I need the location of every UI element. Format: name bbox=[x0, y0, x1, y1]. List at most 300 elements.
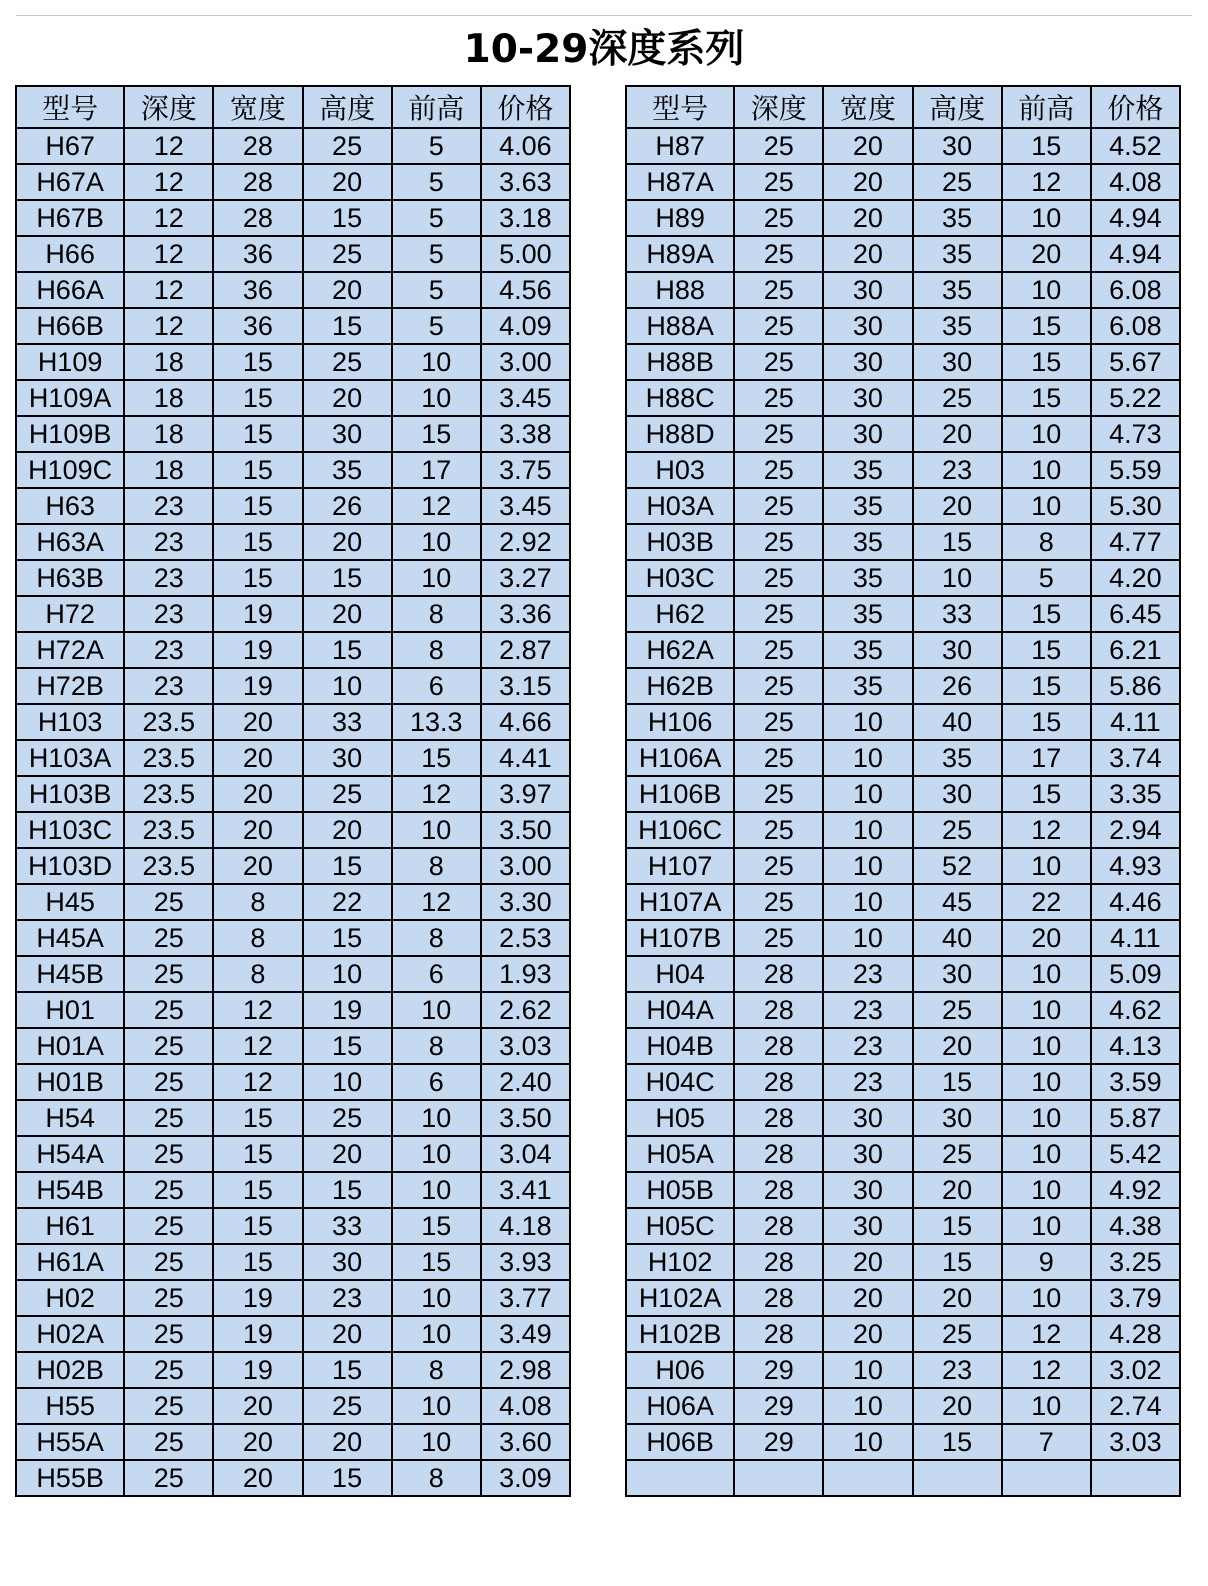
cell-height: 23 bbox=[913, 1352, 1002, 1388]
cell-depth: 25 bbox=[734, 848, 823, 884]
cell-model: H54B bbox=[16, 1172, 124, 1208]
table-row bbox=[16, 956, 570, 992]
cell-front-height: 10 bbox=[392, 560, 481, 596]
cell-model: H54 bbox=[16, 1100, 124, 1136]
table-row bbox=[16, 1316, 570, 1352]
table-row bbox=[16, 200, 570, 236]
cell-depth: 12 bbox=[124, 164, 213, 200]
header-width: 宽度 bbox=[823, 86, 912, 128]
cell-price: 3.03 bbox=[1091, 1424, 1180, 1460]
cell-width: 20 bbox=[213, 1424, 302, 1460]
cell-model: H106C bbox=[626, 812, 734, 848]
table-row bbox=[626, 416, 1180, 452]
table-row bbox=[16, 920, 570, 956]
table-row bbox=[626, 380, 1180, 416]
cell-price: 3.49 bbox=[481, 1316, 570, 1352]
cell-price: 6.08 bbox=[1091, 308, 1180, 344]
cell-height: 20 bbox=[913, 1388, 1002, 1424]
cell-width: 10 bbox=[823, 776, 912, 812]
cell-height: 25 bbox=[913, 1136, 1002, 1172]
cell-front-height: 7 bbox=[1002, 1424, 1091, 1460]
cell-price: 4.09 bbox=[481, 308, 570, 344]
table-row bbox=[626, 668, 1180, 704]
cell-width: 19 bbox=[213, 1352, 302, 1388]
header-height: 高度 bbox=[303, 86, 392, 128]
cell-width: 28 bbox=[213, 128, 302, 164]
cell-front-height: 15 bbox=[392, 416, 481, 452]
cell-height: 10 bbox=[913, 560, 1002, 596]
cell-depth: 25 bbox=[124, 884, 213, 920]
cell-depth: 28 bbox=[734, 1244, 823, 1280]
cell-model: H04C bbox=[626, 1064, 734, 1100]
cell-depth: 18 bbox=[124, 452, 213, 488]
cell-model: H06B bbox=[626, 1424, 734, 1460]
cell-depth: 25 bbox=[124, 1388, 213, 1424]
cell-height: 35 bbox=[303, 452, 392, 488]
table-row bbox=[16, 884, 570, 920]
cell-width: 10 bbox=[823, 848, 912, 884]
cell-price: 4.77 bbox=[1091, 524, 1180, 560]
cell-model: H55B bbox=[16, 1460, 124, 1496]
spec-table-left bbox=[15, 85, 571, 1497]
cell-model: H55A bbox=[16, 1424, 124, 1460]
cell-height: 33 bbox=[913, 596, 1002, 632]
cell-price: 4.18 bbox=[481, 1208, 570, 1244]
cell-width: 12 bbox=[213, 1064, 302, 1100]
header-height: 高度 bbox=[913, 86, 1002, 128]
cell-width: 20 bbox=[823, 200, 912, 236]
cell-model: H102B bbox=[626, 1316, 734, 1352]
cell-model: H72B bbox=[16, 668, 124, 704]
header-front-height: 前高 bbox=[392, 86, 481, 128]
cell-width: 15 bbox=[213, 560, 302, 596]
cell-depth: 25 bbox=[734, 668, 823, 704]
cell-height: 30 bbox=[913, 344, 1002, 380]
cell-depth: 29 bbox=[734, 1388, 823, 1424]
table-row bbox=[16, 1028, 570, 1064]
cell-model: H109B bbox=[16, 416, 124, 452]
cell-price: 3.50 bbox=[481, 812, 570, 848]
cell-depth: 25 bbox=[124, 1136, 213, 1172]
cell-depth: 25 bbox=[124, 920, 213, 956]
cell-model: H102A bbox=[626, 1280, 734, 1316]
cell-model: H107B bbox=[626, 920, 734, 956]
table-header-row bbox=[626, 86, 1180, 128]
table-row bbox=[16, 812, 570, 848]
cell-height: 35 bbox=[913, 272, 1002, 308]
cell-depth: 28 bbox=[734, 1100, 823, 1136]
table-row bbox=[626, 1316, 1180, 1352]
cell-width: 23 bbox=[823, 1028, 912, 1064]
cell-depth: 28 bbox=[734, 1028, 823, 1064]
cell-front-height: 5 bbox=[392, 272, 481, 308]
cell-front-height: 15 bbox=[1002, 380, 1091, 416]
cell-height: 15 bbox=[303, 848, 392, 884]
cell-price: 5.30 bbox=[1091, 488, 1180, 524]
cell-model: H109 bbox=[16, 344, 124, 380]
table-row bbox=[16, 1388, 570, 1424]
cell-front-height: 8 bbox=[392, 848, 481, 884]
cell-price: 3.25 bbox=[1091, 1244, 1180, 1280]
cell-price: 4.94 bbox=[1091, 200, 1180, 236]
cell-width: 20 bbox=[823, 1280, 912, 1316]
cell-depth: 28 bbox=[734, 1136, 823, 1172]
cell-model: H04B bbox=[626, 1028, 734, 1064]
cell-height: 45 bbox=[913, 884, 1002, 920]
cell-height: 15 bbox=[303, 632, 392, 668]
cell-model: H06A bbox=[626, 1388, 734, 1424]
cell-model: H106 bbox=[626, 704, 734, 740]
cell-model: H103C bbox=[16, 812, 124, 848]
cell-height: 15 bbox=[913, 1208, 1002, 1244]
cell-depth: 23.5 bbox=[124, 704, 213, 740]
cell-depth: 25 bbox=[734, 200, 823, 236]
cell-depth: 25 bbox=[124, 956, 213, 992]
cell-price: 3.09 bbox=[481, 1460, 570, 1496]
cell-depth: 23 bbox=[124, 668, 213, 704]
cell-height: 20 bbox=[303, 596, 392, 632]
table-row bbox=[16, 1424, 570, 1460]
cell-price: 5.42 bbox=[1091, 1136, 1180, 1172]
table-row bbox=[16, 1136, 570, 1172]
cell-front-height: 10 bbox=[392, 1100, 481, 1136]
cell-height: 40 bbox=[913, 704, 1002, 740]
cell-height: 30 bbox=[913, 776, 1002, 812]
cell-depth: 25 bbox=[734, 884, 823, 920]
cell-price: 4.11 bbox=[1091, 704, 1180, 740]
cell-height: 25 bbox=[913, 1316, 1002, 1352]
cell-depth: 29 bbox=[734, 1352, 823, 1388]
cell-width: 8 bbox=[213, 920, 302, 956]
cell-depth: 28 bbox=[734, 1208, 823, 1244]
cell-model: H54A bbox=[16, 1136, 124, 1172]
cell-front-height: 6 bbox=[392, 1064, 481, 1100]
cell-height: 20 bbox=[913, 1028, 1002, 1064]
cell-model: H87A bbox=[626, 164, 734, 200]
cell-height: 20 bbox=[913, 1172, 1002, 1208]
table-row bbox=[626, 740, 1180, 776]
cell-front-height: 8 bbox=[1002, 524, 1091, 560]
cell-price: 4.46 bbox=[1091, 884, 1180, 920]
table-row bbox=[16, 488, 570, 524]
cell-height: 25 bbox=[913, 164, 1002, 200]
table-row bbox=[16, 452, 570, 488]
cell-width: 10 bbox=[823, 884, 912, 920]
cell-price: 3.79 bbox=[1091, 1280, 1180, 1316]
cell-width: 10 bbox=[823, 1352, 912, 1388]
cell-front-height: 10 bbox=[1002, 848, 1091, 884]
cell-front-height: 15 bbox=[1002, 596, 1091, 632]
cell-front-height: 13.3 bbox=[392, 704, 481, 740]
cell-width: 35 bbox=[823, 560, 912, 596]
cell-width: 12 bbox=[213, 1028, 302, 1064]
cell-front-height: 10 bbox=[392, 1424, 481, 1460]
cell-height: 20 bbox=[303, 1424, 392, 1460]
cell-front-height: 12 bbox=[392, 884, 481, 920]
table-row bbox=[626, 1100, 1180, 1136]
cell-depth: 28 bbox=[734, 1316, 823, 1352]
cell-height: 30 bbox=[303, 1244, 392, 1280]
cell-height: 33 bbox=[303, 1208, 392, 1244]
cell-front-height: 8 bbox=[392, 920, 481, 956]
table-row bbox=[16, 308, 570, 344]
cell-width: 10 bbox=[823, 1424, 912, 1460]
cell-height: 20 bbox=[303, 380, 392, 416]
cell-width: 10 bbox=[823, 704, 912, 740]
cell-front-height: 10 bbox=[1002, 1208, 1091, 1244]
cell-height: 15 bbox=[303, 200, 392, 236]
cell-front-height: 15 bbox=[1002, 668, 1091, 704]
cell-width: 28 bbox=[213, 164, 302, 200]
cell-height: 10 bbox=[303, 956, 392, 992]
table-row bbox=[16, 1352, 570, 1388]
table-row bbox=[626, 488, 1180, 524]
table-row bbox=[626, 848, 1180, 884]
cell-depth: 18 bbox=[124, 344, 213, 380]
cell-price: 5.59 bbox=[1091, 452, 1180, 488]
cell-depth: 23 bbox=[124, 488, 213, 524]
table-row bbox=[16, 272, 570, 308]
cell-depth: 25 bbox=[734, 416, 823, 452]
cell-model: H72 bbox=[16, 596, 124, 632]
table-row bbox=[626, 1136, 1180, 1172]
cell-price: 4.08 bbox=[481, 1388, 570, 1424]
cell-price: 3.38 bbox=[481, 416, 570, 452]
table-row bbox=[626, 1424, 1180, 1460]
cell-model: H67A bbox=[16, 164, 124, 200]
cell-front-height: 12 bbox=[1002, 1352, 1091, 1388]
cell-width: 20 bbox=[213, 1388, 302, 1424]
cell-width: 15 bbox=[213, 1100, 302, 1136]
table-row bbox=[626, 812, 1180, 848]
cell-price: 4.41 bbox=[481, 740, 570, 776]
cell-depth: 28 bbox=[734, 1172, 823, 1208]
cell-height: 19 bbox=[303, 992, 392, 1028]
cell-price: 3.00 bbox=[481, 848, 570, 884]
cell-height: 15 bbox=[303, 308, 392, 344]
cell-depth: 28 bbox=[734, 992, 823, 1028]
cell-height: 25 bbox=[913, 380, 1002, 416]
cell-width: 28 bbox=[213, 200, 302, 236]
cell-height: 35 bbox=[913, 740, 1002, 776]
cell-width bbox=[823, 1460, 912, 1496]
cell-height: 15 bbox=[303, 1172, 392, 1208]
cell-model: H55 bbox=[16, 1388, 124, 1424]
cell-width: 10 bbox=[823, 1388, 912, 1424]
cell-model: H66A bbox=[16, 272, 124, 308]
table-row bbox=[16, 1172, 570, 1208]
cell-model: H04 bbox=[626, 956, 734, 992]
cell-front-height: 10 bbox=[392, 1136, 481, 1172]
cell-price: 5.67 bbox=[1091, 344, 1180, 380]
table-row bbox=[626, 164, 1180, 200]
cell-price: 3.77 bbox=[481, 1280, 570, 1316]
cell-height: 35 bbox=[913, 308, 1002, 344]
cell-price: 2.92 bbox=[481, 524, 570, 560]
cell-front-height: 10 bbox=[1002, 1136, 1091, 1172]
cell-height: 26 bbox=[913, 668, 1002, 704]
table-row bbox=[16, 704, 570, 740]
cell-height: 30 bbox=[913, 1100, 1002, 1136]
cell-depth: 12 bbox=[124, 308, 213, 344]
cell-price: 2.74 bbox=[1091, 1388, 1180, 1424]
cell-width: 35 bbox=[823, 488, 912, 524]
cell-height: 20 bbox=[303, 1136, 392, 1172]
cell-height: 22 bbox=[303, 884, 392, 920]
cell-front-height: 8 bbox=[392, 1352, 481, 1388]
cell-front-height: 10 bbox=[1002, 452, 1091, 488]
cell-price: 4.94 bbox=[1091, 236, 1180, 272]
cell-width: 10 bbox=[823, 920, 912, 956]
cell-width: 15 bbox=[213, 524, 302, 560]
cell-model: H45A bbox=[16, 920, 124, 956]
cell-front-height: 6 bbox=[392, 956, 481, 992]
cell-front-height: 12 bbox=[392, 776, 481, 812]
table-row bbox=[626, 236, 1180, 272]
cell-depth: 25 bbox=[734, 560, 823, 596]
cell-model: H67B bbox=[16, 200, 124, 236]
cell-front-height: 10 bbox=[392, 344, 481, 380]
cell-width: 20 bbox=[213, 1460, 302, 1496]
cell-depth: 25 bbox=[734, 236, 823, 272]
cell-model: H63 bbox=[16, 488, 124, 524]
cell-depth: 25 bbox=[124, 1064, 213, 1100]
header-price: 价格 bbox=[481, 86, 570, 128]
cell-width: 8 bbox=[213, 884, 302, 920]
cell-width: 19 bbox=[213, 1280, 302, 1316]
cell-depth: 25 bbox=[124, 1460, 213, 1496]
cell-width: 20 bbox=[213, 776, 302, 812]
cell-model: H89A bbox=[626, 236, 734, 272]
cell-height: 23 bbox=[913, 452, 1002, 488]
cell-width: 35 bbox=[823, 668, 912, 704]
cell-height: 20 bbox=[303, 812, 392, 848]
table-row bbox=[626, 992, 1180, 1028]
cell-width: 12 bbox=[213, 992, 302, 1028]
cell-width: 20 bbox=[213, 848, 302, 884]
cell-width: 10 bbox=[823, 740, 912, 776]
cell-depth: 25 bbox=[124, 1028, 213, 1064]
table-row bbox=[16, 992, 570, 1028]
cell-price: 4.66 bbox=[481, 704, 570, 740]
cell-front-height: 5 bbox=[392, 236, 481, 272]
cell-height: 25 bbox=[303, 1388, 392, 1424]
cell-height: 20 bbox=[303, 524, 392, 560]
cell-model: H02 bbox=[16, 1280, 124, 1316]
cell-height: 20 bbox=[913, 1280, 1002, 1316]
cell-depth: 25 bbox=[124, 1424, 213, 1460]
table-row bbox=[626, 524, 1180, 560]
cell-depth: 23 bbox=[124, 560, 213, 596]
cell-model: H106A bbox=[626, 740, 734, 776]
table-row bbox=[626, 1208, 1180, 1244]
cell-width: 8 bbox=[213, 956, 302, 992]
cell-depth: 28 bbox=[734, 1280, 823, 1316]
cell-model: H01 bbox=[16, 992, 124, 1028]
cell-width: 15 bbox=[213, 416, 302, 452]
cell-depth: 25 bbox=[124, 1280, 213, 1316]
cell-depth: 25 bbox=[734, 128, 823, 164]
cell-model: H03C bbox=[626, 560, 734, 596]
cell-width: 23 bbox=[823, 1064, 912, 1100]
cell-model: H62A bbox=[626, 632, 734, 668]
cell-depth: 25 bbox=[734, 740, 823, 776]
cell-price: 2.40 bbox=[481, 1064, 570, 1100]
cell-depth: 28 bbox=[734, 1064, 823, 1100]
cell-model: H62 bbox=[626, 596, 734, 632]
table-row bbox=[16, 380, 570, 416]
cell-width: 30 bbox=[823, 1172, 912, 1208]
cell-front-height: 15 bbox=[392, 1244, 481, 1280]
cell-height: 10 bbox=[303, 1064, 392, 1100]
cell-height: 25 bbox=[303, 128, 392, 164]
cell-width: 30 bbox=[823, 344, 912, 380]
cell-model: H107 bbox=[626, 848, 734, 884]
cell-depth: 23 bbox=[124, 524, 213, 560]
header-front-height: 前高 bbox=[1002, 86, 1091, 128]
spec-table-right bbox=[625, 85, 1181, 1497]
cell-model: H107A bbox=[626, 884, 734, 920]
cell-front-height: 10 bbox=[392, 1316, 481, 1352]
cell-height: 40 bbox=[913, 920, 1002, 956]
table-row bbox=[626, 452, 1180, 488]
cell-price: 2.53 bbox=[481, 920, 570, 956]
cell-price: 4.56 bbox=[481, 272, 570, 308]
cell-price: 4.62 bbox=[1091, 992, 1180, 1028]
cell-depth: 25 bbox=[734, 344, 823, 380]
cell-depth: 12 bbox=[124, 200, 213, 236]
cell-model: H05 bbox=[626, 1100, 734, 1136]
cell-height: 25 bbox=[303, 236, 392, 272]
cell-width: 10 bbox=[823, 812, 912, 848]
cell-height: 15 bbox=[913, 1064, 1002, 1100]
cell-front-height: 17 bbox=[1002, 740, 1091, 776]
table-body-right bbox=[626, 128, 1180, 1496]
cell-depth: 23.5 bbox=[124, 740, 213, 776]
table-row bbox=[626, 1028, 1180, 1064]
cell-front-height: 10 bbox=[392, 812, 481, 848]
cell-model: H88B bbox=[626, 344, 734, 380]
cell-model: H01A bbox=[16, 1028, 124, 1064]
table-row bbox=[626, 308, 1180, 344]
cell-front-height: 15 bbox=[392, 1208, 481, 1244]
table-row bbox=[626, 956, 1180, 992]
cell-width: 20 bbox=[823, 1244, 912, 1280]
cell-front-height: 15 bbox=[1002, 704, 1091, 740]
cell-width: 35 bbox=[823, 524, 912, 560]
cell-price: 3.02 bbox=[1091, 1352, 1180, 1388]
cell-height: 25 bbox=[303, 1100, 392, 1136]
cell-model: H03 bbox=[626, 452, 734, 488]
cell-price: 4.06 bbox=[481, 128, 570, 164]
table-row bbox=[626, 1388, 1180, 1424]
cell-price bbox=[1091, 1460, 1180, 1496]
cell-height: 35 bbox=[913, 200, 1002, 236]
cell-depth: 25 bbox=[124, 992, 213, 1028]
cell-front-height: 10 bbox=[392, 380, 481, 416]
cell-height: 30 bbox=[913, 128, 1002, 164]
cell-depth: 12 bbox=[124, 272, 213, 308]
cell-height: 26 bbox=[303, 488, 392, 524]
cell-front-height: 12 bbox=[1002, 812, 1091, 848]
cell-height: 30 bbox=[913, 956, 1002, 992]
table-row bbox=[626, 128, 1180, 164]
table-header-row bbox=[16, 86, 570, 128]
cell-height: 15 bbox=[913, 524, 1002, 560]
cell-model: H88A bbox=[626, 308, 734, 344]
cell-model bbox=[626, 1460, 734, 1496]
cell-front-height: 10 bbox=[392, 524, 481, 560]
